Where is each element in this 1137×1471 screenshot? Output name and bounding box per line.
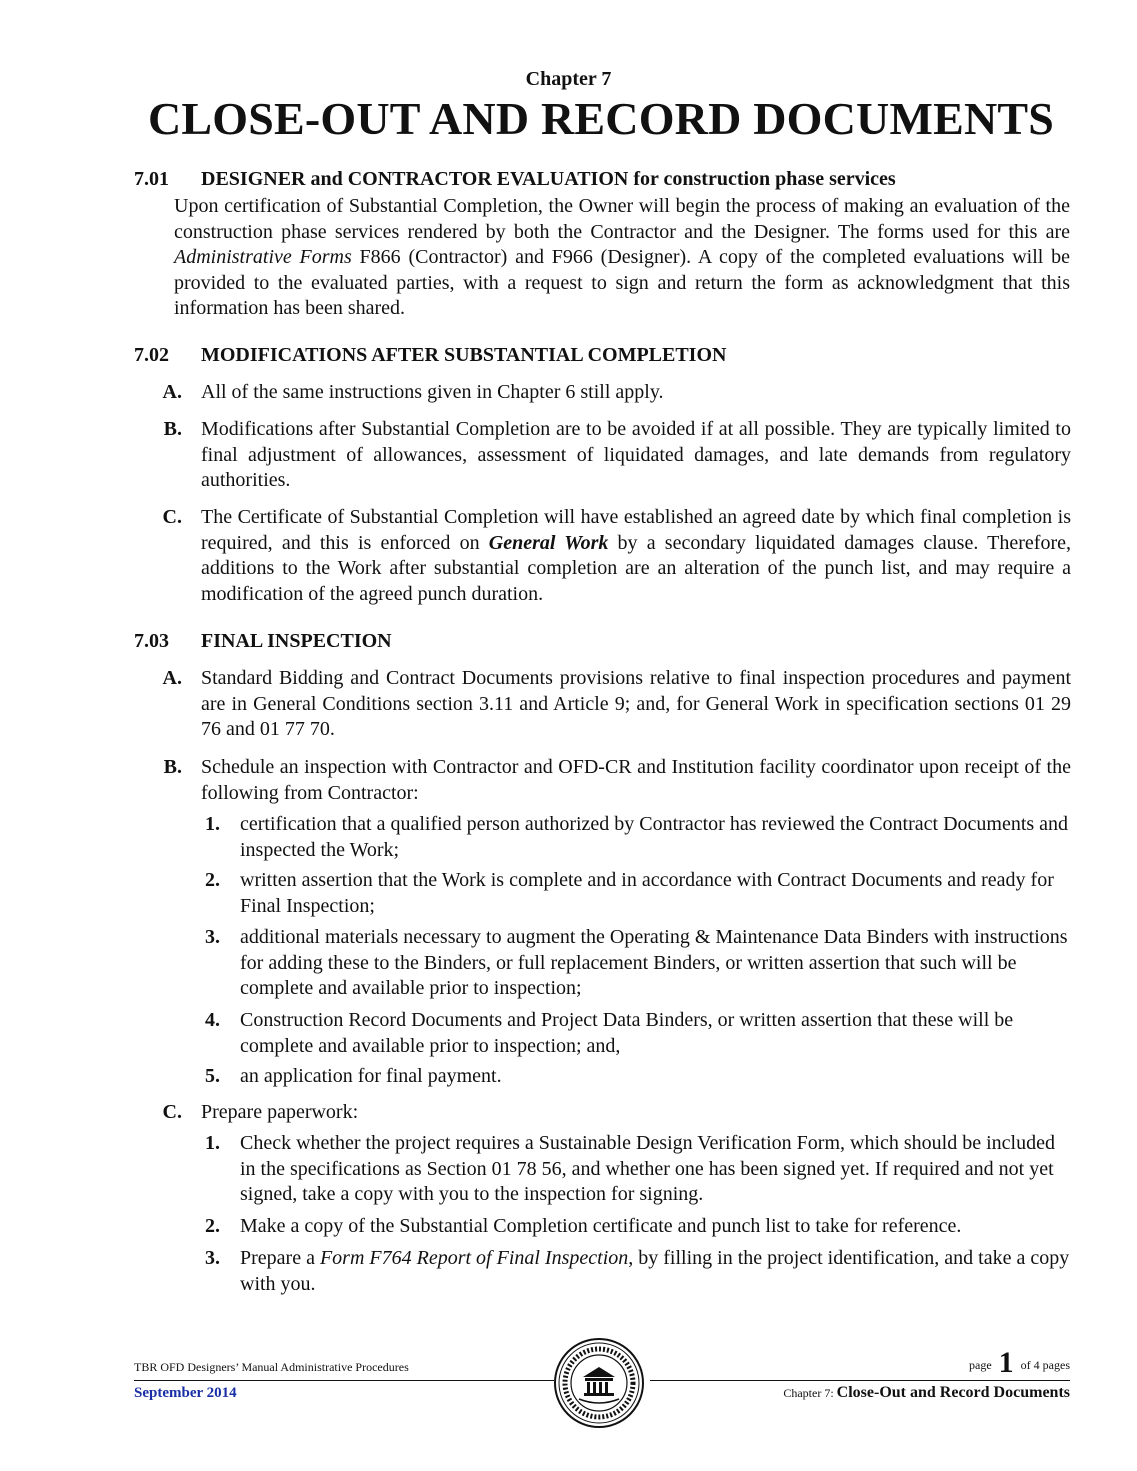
item-text: Check whether the project requires a Sustainable Design Verification Form, which should be included in the specifications as Section 01 78 56, and whether one has been signed yet. If required and not yet signed, take a copy with you to the inspection for signing. [240,1132,1055,1205]
page-total: of 4 pages [1020,1358,1070,1372]
section-number: 7.03 [134,630,169,652]
section-7-03-heading [134,630,392,653]
body-text: Prepare a [240,1247,320,1269]
chapter-label: Chapter 7 [525,68,612,90]
item-text: Modifications after Substantial Completion are to be avoided if at all possible. They are typically limited to final adjustment of allowances, assessment of liquidated damages, and late demands from regulatory authorities. [201,418,1071,491]
item-text: additional materials necessary to augment the Operating & Maintenance Data Binders with instructions for adding these to the Binders, or full replacement Binders, or written assertion that such will be complete and available prior to inspection; [240,926,1068,999]
institution-seal-icon [553,1337,645,1429]
section-title: MODIFICATIONS AFTER SUBSTANTIAL COMPLETION [201,344,727,366]
footer-chapter [783,1384,1070,1402]
footer-date: September 2014 [134,1385,237,1401]
item-text: an application for final payment. [240,1065,502,1087]
section-7-01-heading [134,168,896,191]
footer-page-number [969,1346,1070,1380]
item-marker: A. [162,381,182,403]
item-marker: 3. [205,926,220,948]
item-marker: 2. [205,1215,220,1237]
item-marker: 3. [205,1247,220,1269]
item-text: written assertion that the Work is complete and in accordance with Contract Documents and ready for Final Inspection; [240,869,1054,917]
item-text [201,505,1071,607]
section-7-01-body [174,194,1070,322]
item-text: All of the same instructions given in Chapter 6 still apply. [201,381,664,403]
item-marker: 4. [205,1009,220,1031]
item-marker: 1. [205,813,220,835]
body-bold-italic: General Work [488,531,609,554]
footer-chapter-title: Close-Out and Record Documents [836,1384,1070,1401]
item-text: Construction Record Documents and Project Data Binders, or written assertion that these will be complete and available prior to inspection; and, [240,1009,1014,1057]
item-text: Make a copy of the Substantial Completion certificate and punch list to take for reference. [240,1215,962,1237]
item-text: certification that a qualified person authorized by Contractor has reviewed the Contract Documents and inspected the Work; [240,813,1069,861]
item-marker: A. [162,667,182,689]
item-marker: C. [162,506,182,528]
footer-rule-right [650,1380,1070,1381]
chapter-title: CLOSE-OUT AND RECORD DOCUMENTS [147,93,1055,144]
item-text: Schedule an inspection with Contractor and OFD-CR and Institution facility coordinator upon receipt of the following from Contractor: [201,756,1071,804]
item-marker: 1. [205,1132,220,1154]
body-italic: Administrative Forms [174,246,352,268]
item-marker: C. [162,1101,182,1123]
body-text: , by filling in the project identification, and take a copy with you. [240,1247,1070,1295]
section-number: 7.01 [134,168,169,190]
item-marker: 2. [205,869,220,891]
section-7-02-heading [134,344,726,367]
body-italic: Form F764 Report of Final Inspection [319,1247,629,1269]
footer-chapter-prefix: Chapter 7: [783,1386,837,1400]
section-title: FINAL INSPECTION [201,630,392,652]
page-number: 1 [998,1346,1014,1379]
page-word: page [969,1358,992,1372]
item-text: Prepare paperwork: [201,1101,359,1123]
body-text: Upon certification of Substantial Completion, the Owner will begin the process of making an evaluation of the construction phase services rendered by both the Contractor and the Designer. The forms used for this are [174,195,1070,243]
item-text [240,1246,1070,1297]
footer-manual-title: TBR OFD Designers’ Manual Administrative Procedures [134,1360,409,1374]
item-marker: B. [163,756,182,778]
item-marker: B. [163,418,182,440]
body-text: F866 (Contractor) and F966 (Designer). A copy of the completed evaluations will be provided to the evaluated parties, with a request to sign and return the form as acknowledgment that this information has been shared. [174,246,1070,319]
body-text: The Certificate of Substantial Completion will have established an agreed date by which final completion is required, and this is enforced on [201,506,1071,554]
item-marker: 5. [205,1065,220,1087]
body-text: by a secondary liquidated damages clause. Therefore, additions to the Work after substantial completion are an alteration of the punch list, and may require a modification of the agreed punch duration. [201,531,1071,605]
footer-rule-left [134,1380,554,1381]
section-number: 7.02 [134,344,169,366]
item-text: Standard Bidding and Contract Documents provisions relative to final inspection procedures and payment are in General Conditions section 3.11 and Article 9; and, for General Work in specification sections 01 29 76 and 01 77 70. [201,667,1071,740]
section-title: DESIGNER and CONTRACTOR EVALUATION for construction phase services [201,168,896,190]
